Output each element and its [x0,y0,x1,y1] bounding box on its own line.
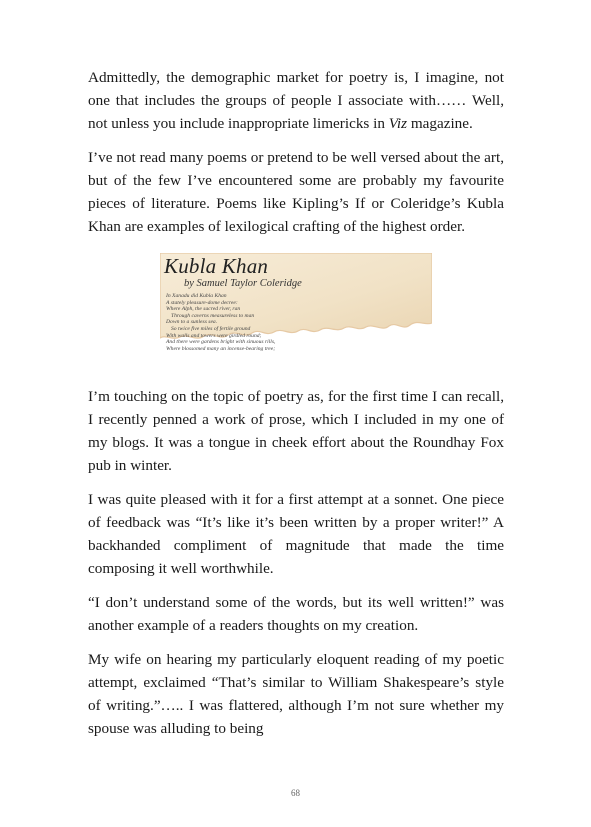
paragraph-1-text-b: magazine. [407,115,473,132]
poem-line: So twice five miles of fertile ground [171,325,251,332]
paragraph-6: My wife on hearing my particularly eloquent reading of my poetic attempt, exclaimed “That’s similar to William Shakespeare’s style of writing.”….. I was flattered, although I’m not sure whether my spouse was alluding to being [88,651,504,737]
poem-line: Down to a sunless sea. [166,319,218,326]
figure-poem-lines [166,293,275,351]
poem-line: Where blossomed many an incense-bearing tree; [166,345,276,351]
paragraph-1-text-a: Admittedly, the demographic market for poetry is, I imagine, not one that includes the groups of people I associate with…… Well, not unless you include inappropriate limericks in [88,69,504,132]
poem-line: Where Alph, the sacred river, ran [166,306,241,313]
page-body [88,66,504,751]
page-number: 68 [291,788,300,798]
paragraph-5: “I don’t understand some of the words, but its well written!” was another example of a readers thoughts on my creation. [88,594,504,634]
figure-title: Kubla Khan [164,254,269,278]
poem-line: With walls and towers were girdled round; [166,332,262,339]
poem-line: In Xanadu did Kubla Khan [166,293,227,299]
paragraph-1 [88,66,504,135]
poem-line: A stately pleasure-dome decree: [166,299,238,306]
viz-title: Viz [388,115,408,132]
poem-line: Through caverns measureless to man [171,312,255,319]
paragraph-3: I’m touching on the topic of poetry as, for the first time I can recall, I recently penned a work of prose, which I included in my one of my blogs. It was a tongue in cheek effort about the Roundhay Fox pub in winter. [88,388,504,474]
paragraph-2: I’ve not read many poems or pretend to be well versed about the art, but of the few I’ve encountered some are probably my favourite pieces of literature. Poems like Kipling’s If or Coleridge’s Kubla Khan are examples of lexilogical crafting of the highest order. [88,149,504,235]
paragraph-4: I was quite pleased with it for a first attempt at a sonnet. One piece of feedback was “It’s like it’s been written by a proper writer!” A backhanded compliment of magnitude that made the time composing it well worthwhile. [88,491,504,577]
figure-byline: by Samuel Taylor Coleridge [184,278,302,289]
kubla-khan-image [160,253,432,351]
poem-line: And there were gardens bright with sinuous rills, [166,339,276,346]
